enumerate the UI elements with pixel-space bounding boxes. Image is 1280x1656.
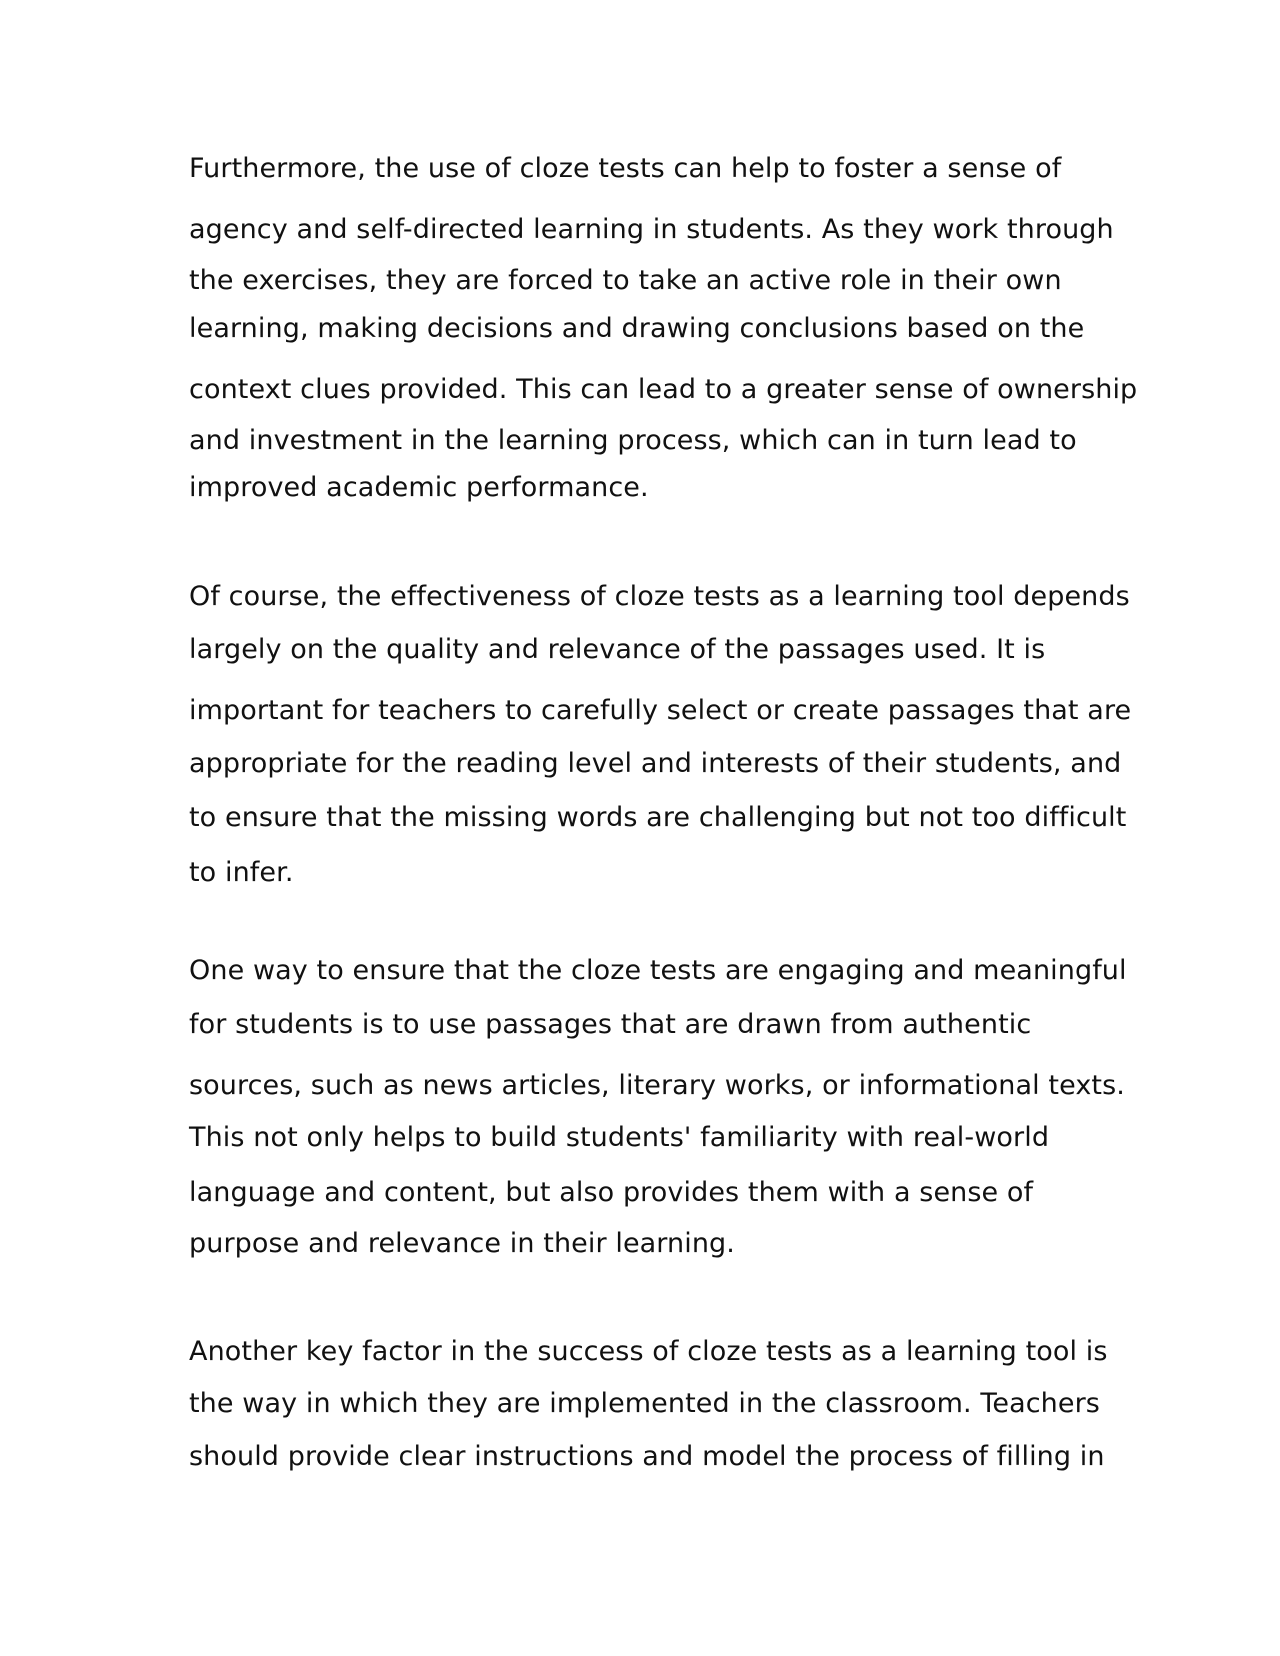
text-line: agency and self-directed learning in students. As they work through xyxy=(189,214,1114,245)
text-line: One way to ensure that the cloze tests are engaging and meaningful xyxy=(189,955,1127,986)
text-line: largely on the quality and relevance of the passages used. It is xyxy=(189,634,1046,665)
text-line: to infer. xyxy=(189,857,294,888)
text-line: purpose and relevance in their learning. xyxy=(189,1228,735,1259)
text-line: sources, such as news articles, literary works, or informational texts. xyxy=(189,1070,1125,1101)
text-line: and investment in the learning process, which can in turn lead to xyxy=(189,425,1077,456)
text-line: This not only helps to build students' familiarity with real-world xyxy=(189,1122,1050,1153)
text-line: should provide clear instructions and model the process of filling in xyxy=(189,1441,1105,1472)
text-line: Furthermore, the use of cloze tests can help to foster a sense of xyxy=(189,153,1062,184)
text-line: the exercises, they are forced to take an active role in their own xyxy=(189,265,1062,296)
text-line: for students is to use passages that are drawn from authentic xyxy=(189,1009,1032,1040)
text-line: the way in which they are implemented in the classroom. Teachers xyxy=(189,1388,1100,1419)
text-line: language and content, but also provides them with a sense of xyxy=(189,1177,1034,1208)
text-line: Of course, the effectiveness of cloze tests as a learning tool depends xyxy=(189,581,1130,612)
text-line: improved academic performance. xyxy=(189,472,649,503)
text-line: appropriate for the reading level and interests of their students, and xyxy=(189,748,1122,779)
text-line: context clues provided. This can lead to a greater sense of ownership xyxy=(189,374,1138,405)
text-line: Another key factor in the success of cloze tests as a learning tool is xyxy=(189,1336,1108,1367)
text-line: learning, making decisions and drawing conclusions based on the xyxy=(189,313,1085,344)
text-line: to ensure that the missing words are challenging but not too difficult xyxy=(189,802,1127,833)
text-line: important for teachers to carefully select or create passages that are xyxy=(189,695,1132,726)
